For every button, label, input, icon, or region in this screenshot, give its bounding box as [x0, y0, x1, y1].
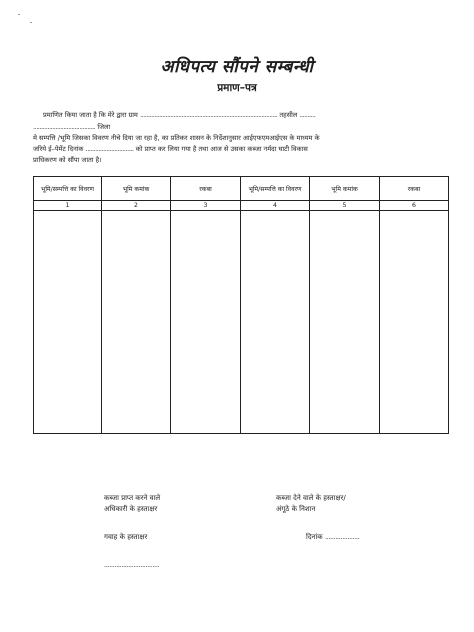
date-label: दिनांक [306, 533, 323, 541]
date-field [306, 532, 359, 543]
table-body-row [34, 211, 449, 434]
scan-speck [30, 22, 32, 23]
column-number: 2 [102, 201, 171, 211]
epayment-prefix: जरिये ई–पेमेंट दिनांक [33, 145, 84, 153]
table-header-cell: भूमि/सम्पत्ति का विवरण [34, 177, 102, 201]
paragraph-line-3: मे सम्पत्ति /भूमि जिसका विवरण नीचे दिया जा रहा है, का प्रतिकर शासन के निर्देशानुसार आईएफएमआईएस के माध्यम के [33, 134, 320, 142]
table-cell[interactable] [171, 211, 241, 434]
district-label: जिला [97, 123, 111, 131]
table-number-row [34, 201, 449, 211]
witness-label: गवाह के हस्ताक्षर [104, 533, 148, 541]
paragraph-line-2 [33, 122, 445, 133]
column-number: 6 [380, 201, 449, 211]
paragraph-line-4 [33, 144, 445, 155]
date-blank: .................... [324, 533, 360, 541]
receiver-label-line-1: कब्जा प्राप्त करने वाले [104, 494, 161, 502]
tehsil-blank: .......... [299, 111, 316, 119]
giver-label-line-2: अंगूठे के निशान [276, 505, 316, 513]
column-number: 5 [310, 201, 380, 211]
village-prefix: प्रमाणित किया जाता है कि मेरे द्वारा ग्राम [43, 111, 138, 119]
document-title: अधिपत्य सौंपने सम्बन्धी [160, 57, 314, 77]
scan-speck [18, 14, 20, 15]
paragraph-line-5: प्राधिकरण को सौंपा जाता है। [33, 156, 102, 164]
table-header-cell: भूमि कमांक [102, 177, 171, 201]
receiver-label-line-2: अधिकारी के हस्ताक्षर [104, 505, 158, 513]
land-details-table [33, 176, 449, 434]
column-number: 3 [171, 201, 241, 211]
table-cell[interactable] [380, 211, 449, 434]
receiver-signature-block [104, 493, 160, 515]
tehsil-label: तहसील [279, 111, 298, 119]
village-blank: ...................................................................................... [139, 111, 278, 119]
table-header-cell: रकबा [380, 177, 449, 201]
table-cell[interactable] [102, 211, 171, 434]
table-header-cell: भूमि/सम्पत्ति का विवरण [241, 177, 310, 201]
table-cell[interactable] [241, 211, 310, 434]
column-number: 4 [241, 201, 310, 211]
giver-label-line-1: कब्जा देने वाले के हस्ताक्षर/ [276, 494, 346, 502]
witness-signature-blank: ................................ [104, 561, 160, 569]
table-cell[interactable] [310, 211, 380, 434]
epayment-suffix: को प्राप्त कर लिया गया है तथा आज से उसका कब्जा नर्मदा घाटी विकास [135, 145, 308, 153]
paragraph-line-1 [33, 110, 455, 121]
epayment-date-blank: .............................. [85, 145, 134, 153]
document-subtitle: प्रमाण–पत्र [217, 82, 257, 94]
table-cell[interactable] [34, 211, 102, 434]
table-header-row [34, 177, 449, 201]
giver-signature-block [276, 493, 346, 515]
table-header-cell: रकबा [171, 177, 241, 201]
table-header-cell: भूमि कमांक [310, 177, 380, 201]
district-blank: ....................................... [33, 123, 96, 131]
column-number: 1 [34, 201, 102, 211]
